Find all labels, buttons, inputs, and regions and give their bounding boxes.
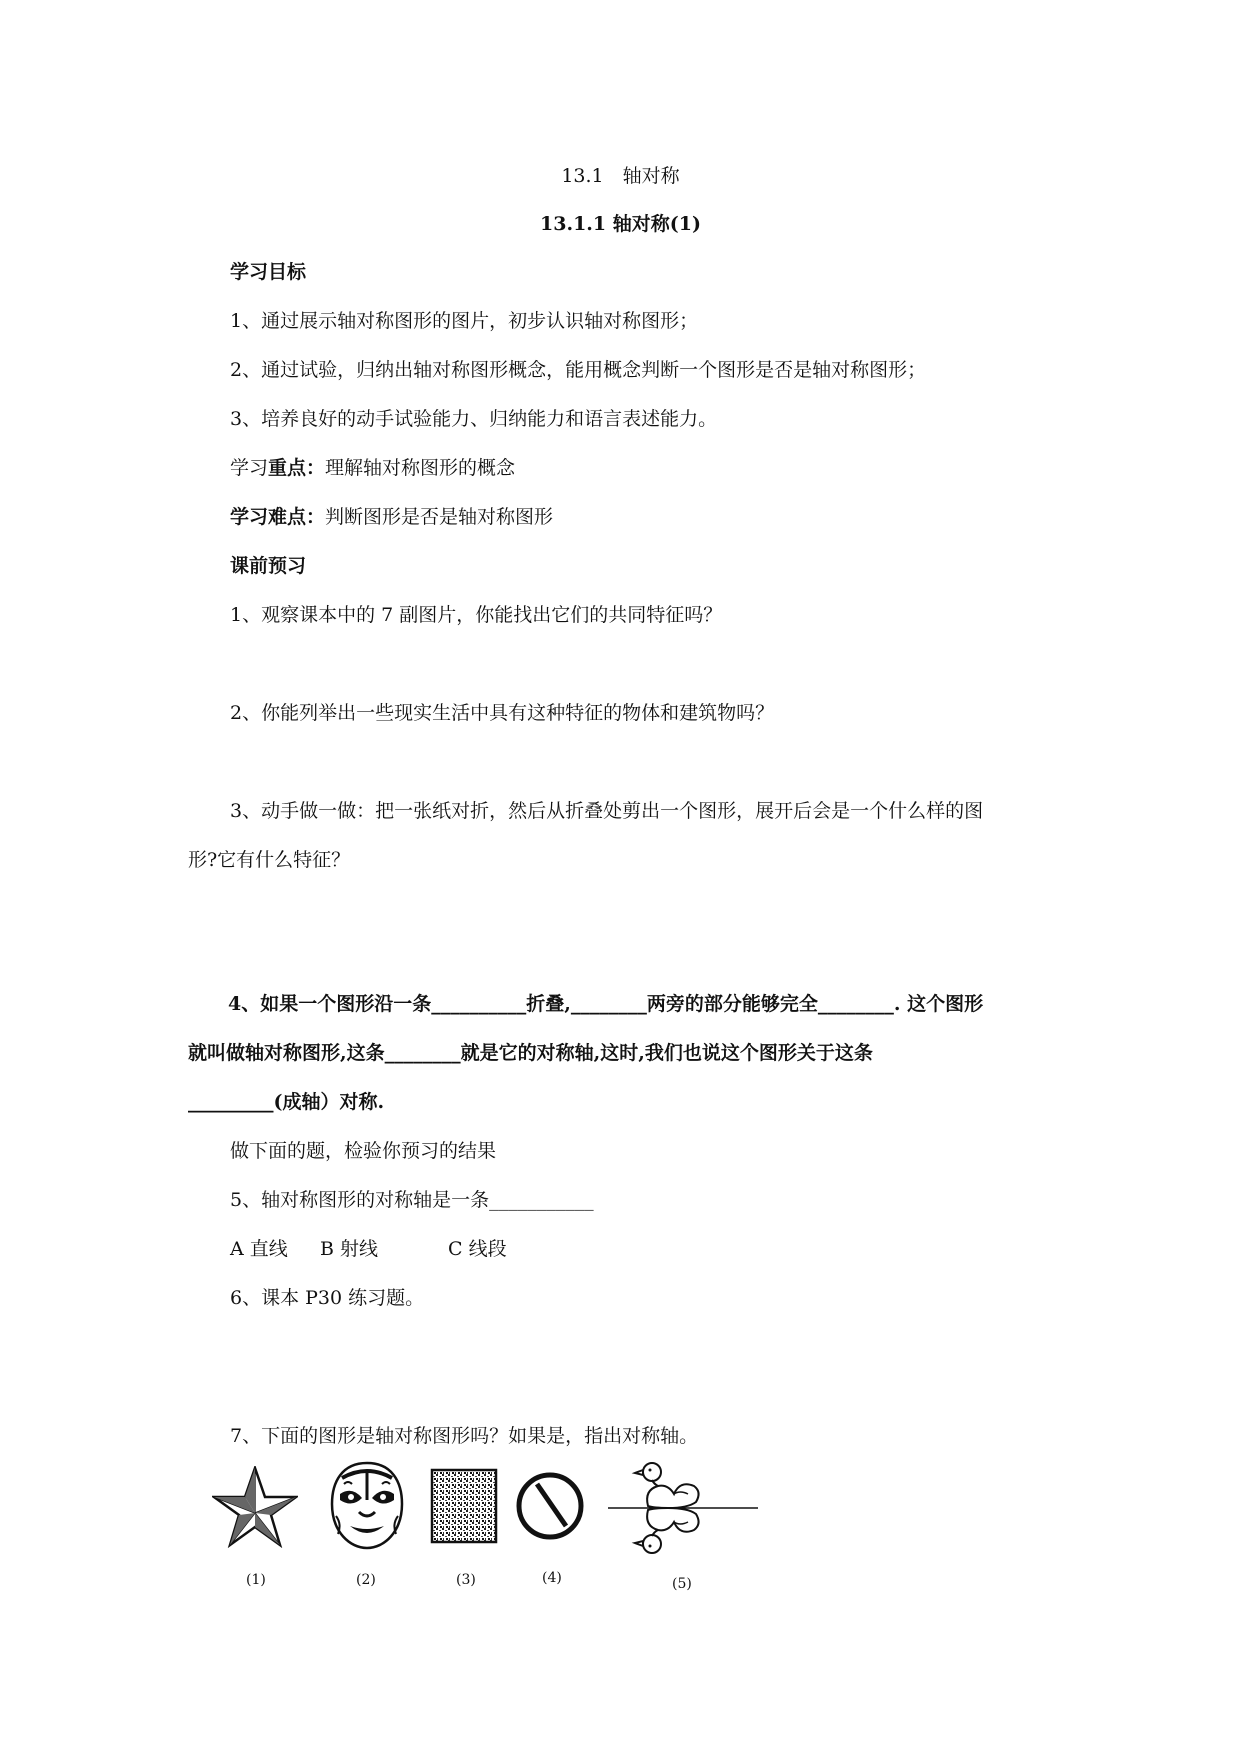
mirrored-ducks-icon	[608, 1450, 758, 1570]
goals-heading: 学习目标	[230, 261, 307, 283]
figure-caption-5: (5)	[672, 1576, 692, 1592]
star-icon	[212, 1466, 298, 1548]
figure-caption-4: (4)	[542, 1570, 562, 1586]
opera-mask-icon	[328, 1460, 406, 1552]
figure-caption-3: (3)	[456, 1572, 476, 1588]
figure-row	[210, 1450, 770, 1600]
definition-line-2: 就叫做轴对称图形,这条________就是它的对称轴,这时,我们也说这个图形关于这条	[188, 1042, 873, 1064]
practice-q5: 5、轴对称图形的对称轴是一条___________	[230, 1189, 594, 1211]
key-point	[230, 456, 515, 480]
q5-option-a: A 直线	[230, 1238, 288, 1260]
preview-q3-line1: 3、动手做一做：把一张纸对折，然后从折叠处剪出一个图形，展开后会是一个什么样的图	[230, 800, 984, 822]
section-title: 13.1 轴对称	[561, 165, 680, 187]
definition-line-1: 4、如果一个图形沿一条__________折叠,________两旁的部分能够完全________. 这个图形	[228, 993, 984, 1015]
q5-option-c: C 线段	[448, 1238, 507, 1260]
goal-item-2: 2、通过试验，归纳出轴对称图形概念，能用概念判断一个图形是否是轴对称图形；	[230, 359, 927, 381]
difficulty-label: 学习难点：	[230, 506, 326, 528]
definition-line-3: _________(成轴）对称.	[188, 1091, 385, 1113]
preview-q1: 1、观察课本中的 7 副图片，你能找出它们的共同特征吗？	[230, 604, 723, 626]
preview-q2: 2、你能列举出一些现实生活中具有这种特征的物体和建筑物吗？	[230, 702, 775, 724]
key-point-label-a: 学习	[230, 457, 269, 479]
figure-caption-1: (1)	[246, 1572, 266, 1588]
goal-item-3: 3、培养良好的动手试验能力、归纳能力和语言表述能力。	[230, 408, 718, 430]
key-point-label-b: 重点：	[268, 457, 326, 479]
practice-q6: 6、课本 P30 练习题。	[230, 1287, 425, 1309]
practice-intro: 做下面的题，检验你预习的结果	[230, 1140, 497, 1162]
difficulty-text: 判断图形是否是轴对称图形	[325, 506, 554, 528]
q5-option-b: B 射线	[320, 1238, 379, 1260]
goal-item-1: 1、通过展示轴对称图形的图片，初步认识轴对称图形；	[230, 310, 699, 332]
preview-heading: 课前预习	[230, 555, 307, 577]
preview-q3-line2: 形?它有什么特征？	[188, 849, 351, 871]
difficulty	[230, 505, 553, 529]
practice-q7: 7、下面的图形是轴对称图形吗？如果是，指出对称轴。	[230, 1425, 699, 1447]
key-point-text: 理解轴对称图形的概念	[325, 457, 516, 479]
textured-square-icon	[430, 1468, 498, 1544]
prohibition-sign-icon	[514, 1470, 586, 1542]
subsection-title: 13.1.1 轴对称(1)	[540, 213, 701, 235]
figure-caption-2: (2)	[356, 1572, 376, 1588]
